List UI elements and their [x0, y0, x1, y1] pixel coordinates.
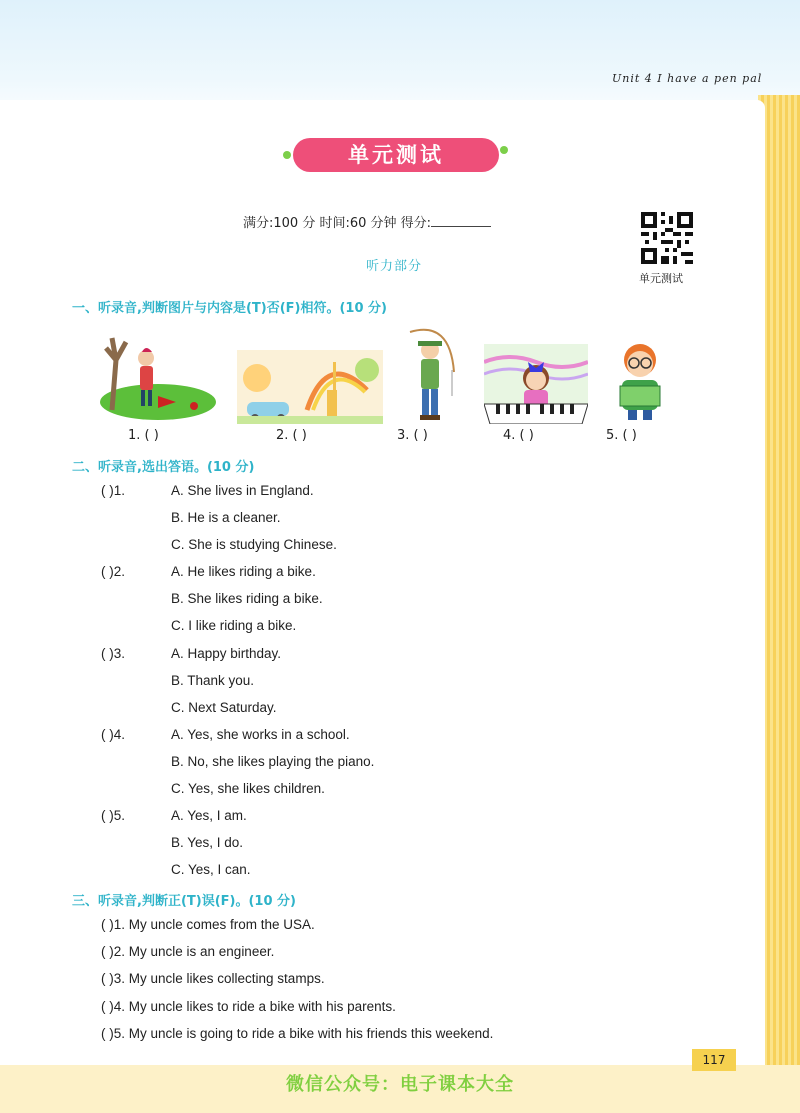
s2-q4-option-c: C. Yes, she likes children. [171, 781, 325, 796]
picture-label-3: 3. ( ) [397, 428, 428, 443]
picture-label-4: 4. ( ) [503, 428, 534, 443]
picture-label-1: 1. ( ) [128, 428, 159, 443]
s2-q1-number: ( )1. [101, 483, 126, 498]
picture-label-2: 2. ( ) [276, 428, 307, 443]
s2-q2-number: ( )2. [101, 564, 126, 579]
picture-zoo-scene [237, 350, 383, 424]
s3-item-2: ( )2. My uncle is an engineer. [101, 944, 275, 959]
watermark-text: 微信公众号：电子课本大全 [286, 1074, 514, 1095]
section3-title: 三、听录音,判断正(T)误(F)。(10 分) [72, 894, 296, 909]
banner-title: 单元测试 [293, 138, 499, 172]
s2-q3-option-b: B. Thank you. [171, 673, 255, 688]
banner-dot-right [500, 146, 508, 154]
s2-q3-option-a: A. Happy birthday. [171, 646, 282, 661]
qr-label: 单元测试 [639, 272, 683, 285]
s2-q2-option-b: B. She likes riding a bike. [171, 591, 323, 606]
s2-q3-number: ( )3. [101, 646, 126, 661]
listening-section-label: 听力部分 [366, 259, 423, 274]
picture-tree-girl [98, 330, 220, 422]
section1-title: 一、听录音,判断图片与内容是(T)否(F)相符。(10 分) [72, 301, 387, 316]
page-number: 117 [692, 1049, 736, 1071]
s2-q2-option-a: A. He likes riding a bike. [171, 564, 316, 579]
title-banner [283, 138, 513, 174]
s2-q4-number: ( )4. [101, 727, 126, 742]
s3-item-1: ( )1. My uncle comes from the USA. [101, 917, 315, 932]
picture-girl-piano [484, 344, 588, 424]
s2-q4-option-a: A. Yes, she works in a school. [171, 727, 350, 742]
score-text: 满分:100 分 时间:60 分钟 得分: [243, 216, 432, 231]
s2-q5-option-b: B. Yes, I do. [171, 835, 244, 850]
s2-q1-option-c: C. She is studying Chinese. [171, 537, 337, 552]
picture-label-5: 5. ( ) [606, 428, 637, 443]
qr-code-icon[interactable] [641, 212, 693, 264]
s3-item-4: ( )4. My uncle likes to ride a bike with his parents. [101, 999, 396, 1014]
picture-boy-fishing [404, 326, 456, 424]
s2-q5-number: ( )5. [101, 808, 126, 823]
s2-q4-option-b: B. No, she likes playing the piano. [171, 754, 375, 769]
s2-q3-option-c: C. Next Saturday. [171, 700, 277, 715]
s2-q2-option-c: C. I like riding a bike. [171, 618, 297, 633]
score-blank[interactable] [431, 214, 491, 227]
s2-q5-option-a: A. Yes, I am. [171, 808, 247, 823]
score-line [243, 212, 491, 231]
s2-q1-option-a: A. She lives in England. [171, 483, 314, 498]
s3-item-3: ( )3. My uncle likes collecting stamps. [101, 971, 325, 986]
banner-dot-left [283, 151, 291, 159]
section2-title: 二、听录音,选出答语。(10 分) [72, 460, 255, 475]
unit-header: Unit 4 I have a pen pal [612, 72, 763, 85]
s2-q1-option-b: B. He is a cleaner. [171, 510, 281, 525]
s3-item-5: ( )5. My uncle is going to ride a bike with his friends this weekend. [101, 1026, 494, 1041]
s2-q5-option-c: C. Yes, I can. [171, 862, 251, 877]
picture-boy-reading [612, 336, 668, 424]
